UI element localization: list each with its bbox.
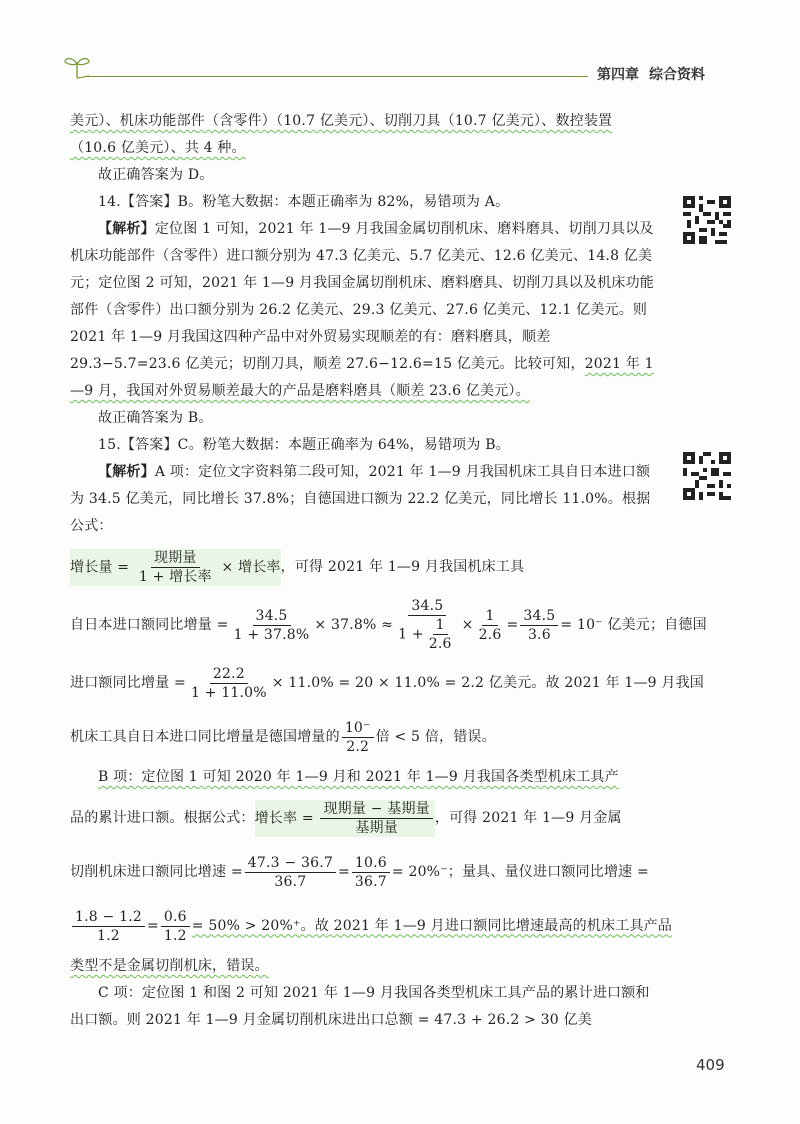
denominator: 基期量 — [355, 819, 398, 836]
denominator: 36.7 — [354, 873, 387, 890]
q15-option-a: A 项：定位文字资料第二段可知，2021 年 1—9 月我国机床工具自日本进口额为 34.5 亿美元，同比增长 37.8%；自德国进口额为 22.2 亿美元，同比增长 11.0%。根据公式： — [70, 464, 651, 534]
formula-op: = — [146, 917, 159, 934]
numerator: 现期量 − 基期量 — [320, 800, 432, 819]
qr-code-icon[interactable] — [683, 452, 731, 500]
numerator: 0.6 — [161, 908, 190, 927]
chapter-title — [597, 64, 715, 84]
formula-germany — [70, 656, 705, 710]
formula-tail: 倍 < 5 倍，错误。 — [375, 728, 496, 745]
analysis-label: 【解析】 — [98, 221, 155, 237]
fraction — [72, 908, 145, 945]
formula-tail: = 20%⁻；量具、量仪进口额同比增速 = — [391, 863, 649, 880]
formula-op: = — [506, 616, 519, 633]
denominator: 3.6 — [527, 626, 551, 643]
formula-tail: = 10⁻ 亿美元；自德国 — [560, 616, 707, 633]
numerator: 22.2 — [210, 665, 248, 684]
q14-highlight: 2021 年 1—9 月，我国对外贸易顺差最大的产品是磨料磨具（顺差 23.6 亿美元）。 — [70, 356, 654, 399]
q15-option-c: C 项：定位图 1 和图 2 可知 2021 年 1—9 月我国各类型机床工具产品的累计进口额和出口额。则 2021 年 1—9 月金属切削机床进出口总额 = 47.3 + 26.2 > 30 亿美 — [70, 985, 650, 1028]
formula-tail: = 50% > 20%⁺。故 2021 年 1—9 月进口额同比增速最高的机床工具产品 — [191, 917, 673, 934]
fraction — [136, 549, 215, 586]
fraction — [320, 800, 432, 837]
formula-op: × 37.8% ≈ — [314, 616, 394, 633]
q14-analysis — [70, 216, 656, 405]
fraction — [342, 719, 374, 756]
numerator: 现期量 — [151, 549, 200, 568]
denominator: 1 + 增长率 — [138, 568, 212, 585]
numerator: 34.5 — [253, 607, 291, 626]
denominator: 1 + 37.8% — [233, 626, 310, 643]
denominator: 2.6 — [428, 636, 452, 652]
fraction — [161, 908, 190, 945]
formula-metal-cutting — [70, 845, 656, 899]
chapter-number: 第四章 — [597, 67, 639, 83]
q15-answer: 15.【答案】C。粉笔大数据：本题正确率为 64%，易错项为 B。 — [98, 437, 510, 453]
formula-ratio — [70, 710, 656, 764]
page-header — [0, 0, 800, 90]
numerator: 10.6 — [352, 854, 390, 873]
formula-box — [255, 800, 435, 837]
numerator: 1 — [433, 616, 448, 635]
q15-option-b-end: 类型不是金属切削机床，错误。 — [70, 958, 269, 974]
answer-line: 故正确答案为 B。 — [98, 410, 213, 426]
numerator: 1.8 − 1.2 — [72, 908, 145, 927]
formula-op: = — [337, 863, 350, 880]
denominator: 1 + 11.0% — [190, 684, 267, 701]
fraction — [352, 854, 390, 891]
formula-tail: × 11.0% = 20 × 11.0% = 2.2 亿美元。故 2021 年 1—9 月我国 — [271, 674, 705, 691]
denominator — [395, 616, 460, 653]
paragraph: 美元）、机床功能部件（含零件）（10.7 亿美元）、切削刀具（10.7 亿美元）、数控装置（10.6 亿美元）、共 4 种。 — [70, 113, 613, 156]
q15-analysis — [70, 459, 656, 540]
denominator: 2.2 — [346, 738, 370, 755]
formula-rhs: × 增长率 — [221, 559, 281, 575]
q14-analysis-text: 定位图 1 可知，2021 年 1—9 月我国金属切削机床、磨料磨具、切削刀具以及机床功能部件（含零件）进口额分别为 47.3 亿美元、5.7 亿美元、12.6 亿美元、14.8 亿美元；定位图 2 可知，2021 年 1—9 月我国金属切削机床、磨料磨具、切削刀具以及机床功能部件（含零件）出口额分别为 26.2 亿美元、29.3 亿美元、27.6 亿美元、12.1 亿美元。则 2021 年 1—9 月我国这四种产品中对外贸易实现顺差的有：磨料磨具，顺差 29.3−5.7=23.6 亿美元；切削刀具，顺差 27.6−12.6=15 亿美元。比较可知， — [70, 221, 654, 372]
numerator: 1 — [482, 607, 497, 626]
numerator: 10⁻ — [342, 719, 374, 738]
formula-box — [70, 549, 281, 586]
formula-prefix: 品的累计进口额。根据公式： — [70, 809, 255, 826]
formula-tail: ，可得 2021 年 1—9 月金属 — [434, 809, 622, 826]
formula-prefix: 切削机床进口额同比增速 = — [70, 863, 243, 880]
denominator: 36.7 — [274, 873, 307, 890]
chapter-name: 综合资料 — [649, 67, 705, 83]
denominator-part: 1 + — [398, 626, 424, 643]
formula-gauges — [70, 899, 673, 953]
page-number: 409 — [696, 1056, 725, 1074]
formula-lhs: 增长率 = — [254, 810, 314, 826]
answer-line: 故正确答案为 D。 — [98, 167, 214, 183]
fraction — [231, 607, 313, 644]
analysis-label: 【解析】 — [98, 464, 155, 480]
formula-tail: ，可得 2021 年 1—9 月我国机床工具 — [280, 558, 525, 575]
header-rule — [88, 76, 588, 77]
fraction — [395, 597, 460, 653]
formula-op: × — [461, 616, 474, 633]
fraction — [426, 616, 455, 653]
fraction — [520, 607, 558, 644]
formula-growth-rate — [70, 791, 656, 845]
formula-japan — [70, 594, 707, 656]
denominator: 2.6 — [478, 626, 502, 643]
denominator: 1.2 — [163, 927, 187, 944]
q15-option-b: B 项：定位图 1 可知 2020 年 1—9 月和 2021 年 1—9 月我国各类型机床工具产 — [98, 769, 619, 785]
page-body — [70, 108, 707, 1034]
fraction — [245, 854, 336, 891]
formula-lhs: 增长量 = — [70, 559, 130, 575]
q14-answer: 14.【答案】B。粉笔大数据：本题正确率为 82%，易错项为 A。 — [98, 194, 510, 210]
qr-code-icon[interactable] — [683, 196, 731, 244]
numerator: 34.5 — [408, 597, 446, 616]
numerator: 47.3 − 36.7 — [245, 854, 336, 873]
fraction — [476, 607, 505, 644]
numerator: 34.5 — [520, 607, 558, 626]
formula-prefix: 机床工具自日本进口同比增量是德国增量的 — [70, 728, 340, 745]
formula-prefix: 自日本进口额同比增量 = — [70, 616, 229, 633]
formula-growth-amount — [70, 540, 656, 594]
formula-prefix: 进口额同比增量 = — [70, 674, 186, 691]
denominator: 1.2 — [97, 927, 120, 944]
fraction — [188, 665, 270, 702]
